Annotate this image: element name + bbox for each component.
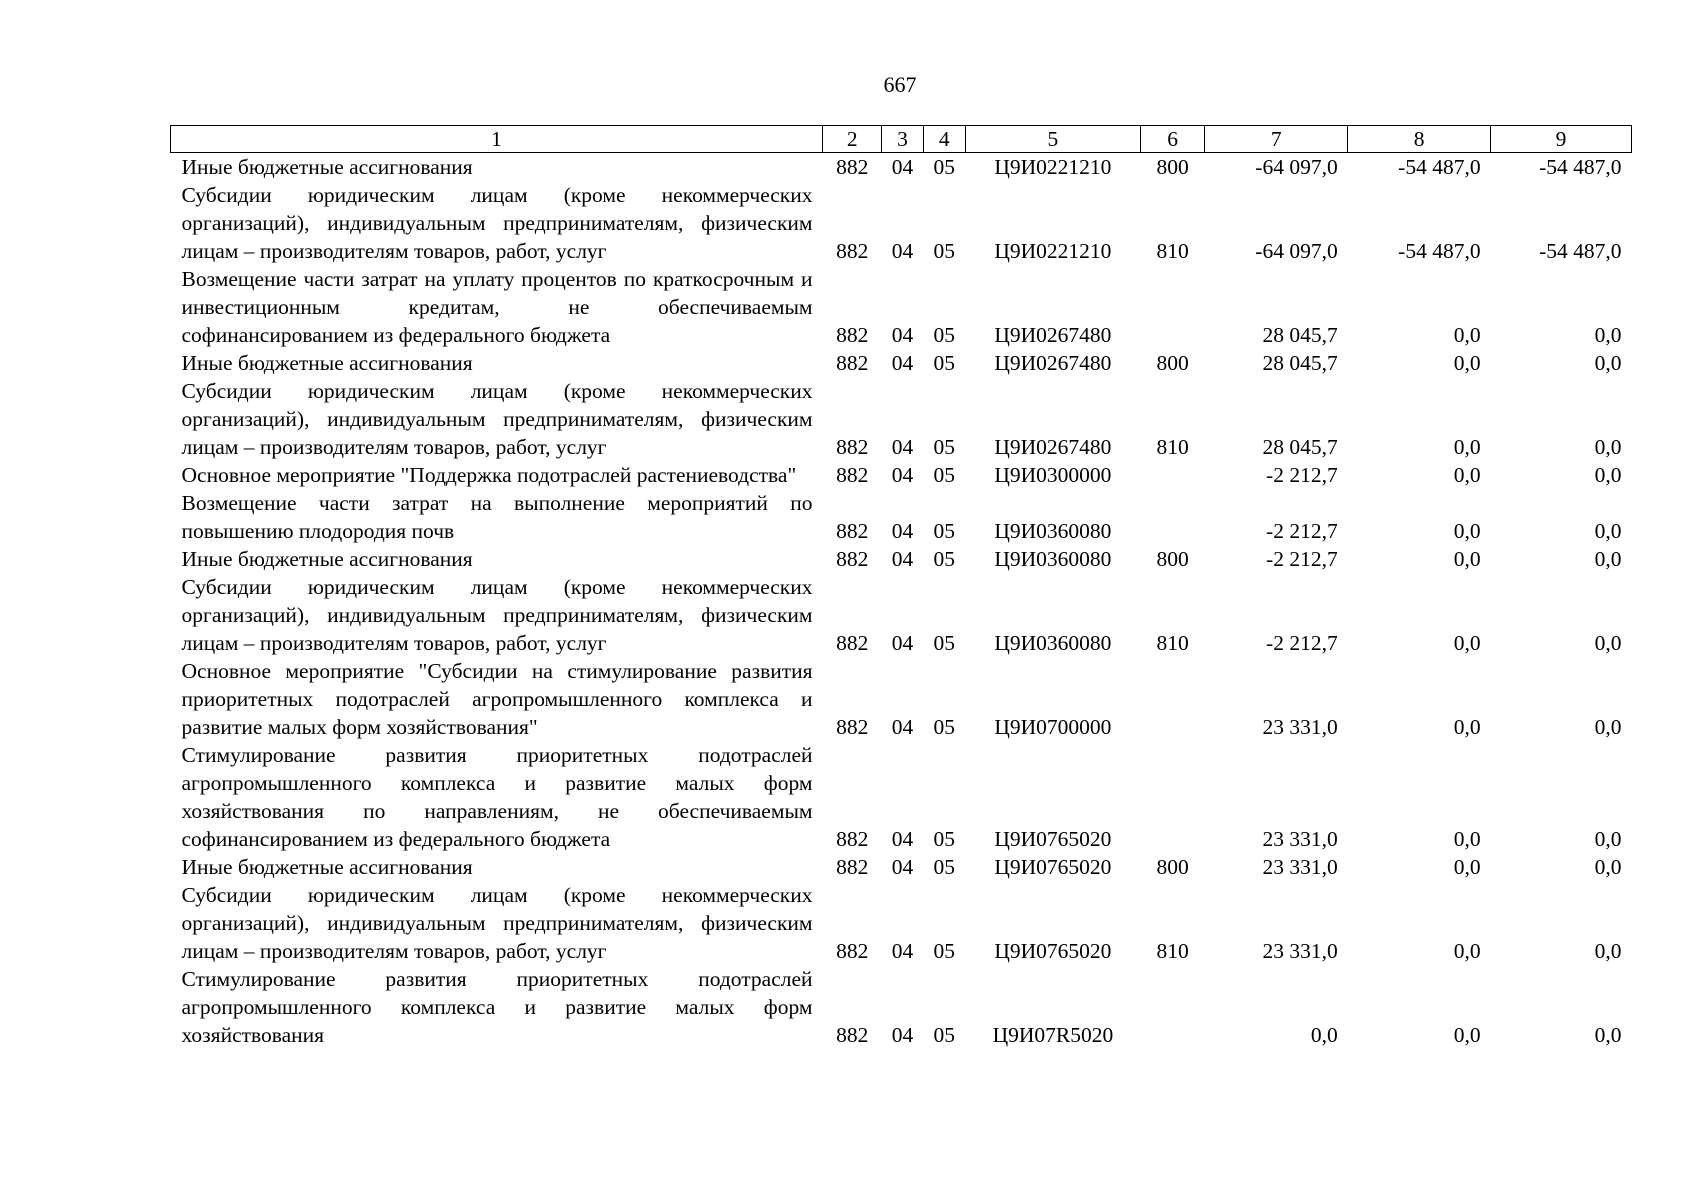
table-body [171, 153, 1632, 1050]
target-article-cell: Ц9И0700000 [994, 715, 1112, 739]
row-name-cell: Субсидии юридическим лицам (кроме некоммерческих организаций), индивидуальным предпринимателям, физическим лицам – производителям товаров, работ, услуг [181, 183, 813, 263]
subsection-code-cell: 05 [933, 855, 955, 879]
subsection-code-cell: 05 [933, 435, 955, 459]
section-code-cell: 04 [891, 239, 914, 263]
subsection-code-cell: 05 [933, 547, 955, 571]
target-article-cell: Ц9И0267480 [994, 323, 1112, 347]
section-code-cell: 04 [891, 519, 914, 543]
expense-type-cell: 800 [1156, 855, 1189, 879]
budget-table [170, 125, 1632, 1049]
admin-code-cell: 882 [836, 435, 869, 459]
table-row [171, 153, 1632, 182]
expense-type-cell [1140, 741, 1204, 853]
subsection-code-cell: 05 [933, 239, 955, 263]
target-article-cell: Ц9И0765020 [994, 939, 1112, 963]
amount-col7-cell: 23 331,0 [1262, 827, 1338, 851]
amount-col9-cell: 0,0 [1594, 827, 1622, 851]
table-row [171, 741, 1632, 853]
amount-col7-cell: 23 331,0 [1262, 939, 1338, 963]
row-name-cell: Иные бюджетные ассигнования [181, 155, 473, 179]
amount-col7-cell: -64 097,0 [1255, 155, 1338, 179]
amount-col8-cell: 0,0 [1453, 715, 1481, 739]
amount-col7-cell: -2 212,7 [1266, 547, 1338, 571]
admin-code-cell: 882 [836, 939, 869, 963]
column-header: 7 [1205, 126, 1348, 153]
amount-col7-cell: -2 212,7 [1266, 631, 1338, 655]
amount-col9-cell: 0,0 [1594, 855, 1622, 879]
amount-col8-cell: 0,0 [1453, 323, 1481, 347]
amount-col7-cell: 28 045,7 [1262, 351, 1338, 375]
table-row [171, 657, 1632, 741]
amount-col8-cell: 0,0 [1453, 547, 1481, 571]
expense-type-cell [1140, 657, 1204, 741]
target-article-cell: Ц9И0267480 [994, 351, 1112, 375]
admin-code-cell: 882 [836, 323, 869, 347]
table-row [171, 377, 1632, 461]
section-code-cell: 04 [891, 155, 914, 179]
row-name-cell: Субсидии юридическим лицам (кроме некоммерческих организаций), индивидуальным предпринимателям, физическим лицам – производителям товаров, работ, услуг [181, 379, 813, 459]
amount-col9-cell: -54 487,0 [1539, 155, 1622, 179]
amount-col9-cell: 0,0 [1594, 351, 1622, 375]
table-row [171, 265, 1632, 349]
amount-col9-cell: 0,0 [1594, 519, 1622, 543]
amount-col9-cell: 0,0 [1594, 547, 1622, 571]
amount-col8-cell: 0,0 [1453, 827, 1481, 851]
page-number: 667 [883, 72, 917, 97]
admin-code-cell: 882 [836, 239, 869, 263]
admin-code-cell: 882 [836, 1023, 869, 1047]
admin-code-cell: 882 [836, 827, 869, 851]
column-header: 3 [882, 126, 923, 153]
target-article-cell: Ц9И07R5020 [992, 1023, 1114, 1047]
admin-code-cell: 882 [836, 631, 869, 655]
table-row [171, 181, 1632, 265]
row-name-cell: Иные бюджетные ассигнования [181, 855, 473, 879]
amount-col8-cell: 0,0 [1453, 855, 1481, 879]
target-article-cell: Ц9И0360080 [994, 631, 1112, 655]
column-header: 2 [823, 126, 882, 153]
expense-type-cell: 810 [1156, 435, 1189, 459]
section-code-cell: 04 [891, 351, 914, 375]
target-article-cell: Ц9И0221210 [994, 239, 1112, 263]
amount-col9-cell: 0,0 [1594, 1023, 1622, 1047]
amount-col7-cell: 28 045,7 [1262, 323, 1338, 347]
amount-col8-cell: 0,0 [1453, 463, 1481, 487]
amount-col8-cell: 0,0 [1453, 435, 1481, 459]
amount-col7-cell: 23 331,0 [1262, 715, 1338, 739]
amount-col9-cell: 0,0 [1594, 939, 1622, 963]
target-article-cell: Ц9И0360080 [994, 547, 1112, 571]
table-row [171, 349, 1632, 377]
target-article-cell: Ц9И0360080 [994, 519, 1112, 543]
amount-col8-cell: 0,0 [1453, 351, 1481, 375]
amount-col7-cell: -64 097,0 [1255, 239, 1338, 263]
amount-col9-cell: 0,0 [1594, 435, 1622, 459]
table-row [171, 461, 1632, 489]
column-header: 5 [965, 126, 1140, 153]
amount-col8-cell: 0,0 [1453, 1023, 1481, 1047]
amount-col8-cell: 0,0 [1453, 939, 1481, 963]
row-name-cell: Возмещение части затрат на уплату процентов по краткосрочным и инвестиционным кредитам, не обеспечиваемым софинансированием из федерального бюджета [181, 267, 813, 347]
row-name-cell: Иные бюджетные ассигнования [181, 351, 473, 375]
table-row [171, 881, 1632, 965]
table-row [171, 853, 1632, 881]
table-row [171, 489, 1632, 545]
amount-col9-cell: 0,0 [1594, 463, 1622, 487]
expense-type-cell: 800 [1156, 351, 1189, 375]
amount-col7-cell: 23 331,0 [1262, 855, 1338, 879]
column-header: 4 [923, 126, 965, 153]
row-name-cell: Стимулирование развития приоритетных подотраслей агропромышленного комплекса и развитие малых форм хозяйствования по направлениям, не обеспечиваемым софинансированием из федерального бюджета [181, 743, 813, 851]
expense-type-cell: 800 [1156, 547, 1189, 571]
admin-code-cell: 882 [836, 351, 869, 375]
section-code-cell: 04 [891, 715, 914, 739]
row-name-cell: Основное мероприятие "Субсидии на стимулирование развития приоритетных подотраслей агропромышленного комплекса и развитие малых форм хозяйствования" [181, 659, 813, 739]
expense-type-cell: 810 [1156, 239, 1189, 263]
amount-col8-cell: -54 487,0 [1398, 239, 1481, 263]
target-article-cell: Ц9И0267480 [994, 435, 1112, 459]
row-name-cell: Стимулирование развития приоритетных подотраслей агропромышленного комплекса и развитие малых форм хозяйствования [181, 967, 813, 1047]
amount-col9-cell: 0,0 [1594, 631, 1622, 655]
admin-code-cell: 882 [836, 155, 869, 179]
section-code-cell: 04 [891, 1023, 914, 1047]
row-name-cell: Основное мероприятие "Поддержка подотраслей растениеводства" [181, 463, 797, 487]
subsection-code-cell: 05 [933, 323, 955, 347]
amount-col7-cell: -2 212,7 [1266, 463, 1338, 487]
table-row [171, 965, 1632, 1049]
target-article-cell: Ц9И0300000 [994, 463, 1112, 487]
row-name-cell: Иные бюджетные ассигнования [181, 547, 473, 571]
table-row [171, 545, 1632, 573]
section-code-cell: 04 [891, 855, 914, 879]
table-header-row [171, 126, 1632, 153]
subsection-code-cell: 05 [933, 715, 955, 739]
amount-col7-cell: -2 212,7 [1266, 519, 1338, 543]
column-header: 1 [171, 126, 823, 153]
subsection-code-cell: 05 [933, 1023, 955, 1047]
admin-code-cell: 882 [836, 715, 869, 739]
amount-col9-cell: -54 487,0 [1539, 239, 1622, 263]
target-article-cell: Ц9И0765020 [994, 855, 1112, 879]
expense-type-cell: 810 [1156, 631, 1189, 655]
row-name-cell: Субсидии юридическим лицам (кроме некоммерческих организаций), индивидуальным предпринимателям, физическим лицам – производителям товаров, работ, услуг [181, 883, 813, 963]
subsection-code-cell: 05 [933, 351, 955, 375]
subsection-code-cell: 05 [933, 463, 955, 487]
section-code-cell: 04 [891, 939, 914, 963]
target-article-cell: Ц9И0765020 [994, 827, 1112, 851]
subsection-code-cell: 05 [933, 827, 955, 851]
amount-col9-cell: 0,0 [1594, 323, 1622, 347]
amount-col8-cell: 0,0 [1453, 519, 1481, 543]
amount-col8-cell: -54 487,0 [1398, 155, 1481, 179]
subsection-code-cell: 05 [933, 155, 955, 179]
amount-col9-cell: 0,0 [1594, 715, 1622, 739]
expense-type-cell: 800 [1156, 155, 1189, 179]
expense-type-cell [1140, 965, 1204, 1049]
section-code-cell: 04 [891, 631, 914, 655]
section-code-cell: 04 [891, 827, 914, 851]
section-code-cell: 04 [891, 323, 914, 347]
section-code-cell: 04 [891, 435, 914, 459]
expense-type-cell: 810 [1156, 939, 1189, 963]
amount-col7-cell: 0,0 [1310, 1023, 1338, 1047]
subsection-code-cell: 05 [933, 519, 955, 543]
column-header: 9 [1491, 126, 1632, 153]
admin-code-cell: 882 [836, 547, 869, 571]
row-name-cell: Субсидии юридическим лицам (кроме некоммерческих организаций), индивидуальным предпринимателям, физическим лицам – производителям товаров, работ, услуг [181, 575, 813, 655]
admin-code-cell: 882 [836, 463, 869, 487]
table-row [171, 573, 1632, 657]
subsection-code-cell: 05 [933, 939, 955, 963]
target-article-cell: Ц9И0221210 [994, 155, 1112, 179]
subsection-code-cell: 05 [933, 631, 955, 655]
expense-type-cell [1140, 489, 1204, 545]
row-name-cell: Возмещение части затрат на выполнение мероприятий по повышению плодородия почв [181, 491, 813, 543]
section-code-cell: 04 [891, 547, 914, 571]
expense-type-cell [1140, 265, 1204, 349]
column-header: 8 [1348, 126, 1491, 153]
expense-type-cell [1140, 461, 1204, 489]
admin-code-cell: 882 [836, 519, 869, 543]
section-code-cell: 04 [891, 463, 914, 487]
amount-col7-cell: 28 045,7 [1262, 435, 1338, 459]
amount-col8-cell: 0,0 [1453, 631, 1481, 655]
column-header: 6 [1140, 126, 1204, 153]
admin-code-cell: 882 [836, 855, 869, 879]
